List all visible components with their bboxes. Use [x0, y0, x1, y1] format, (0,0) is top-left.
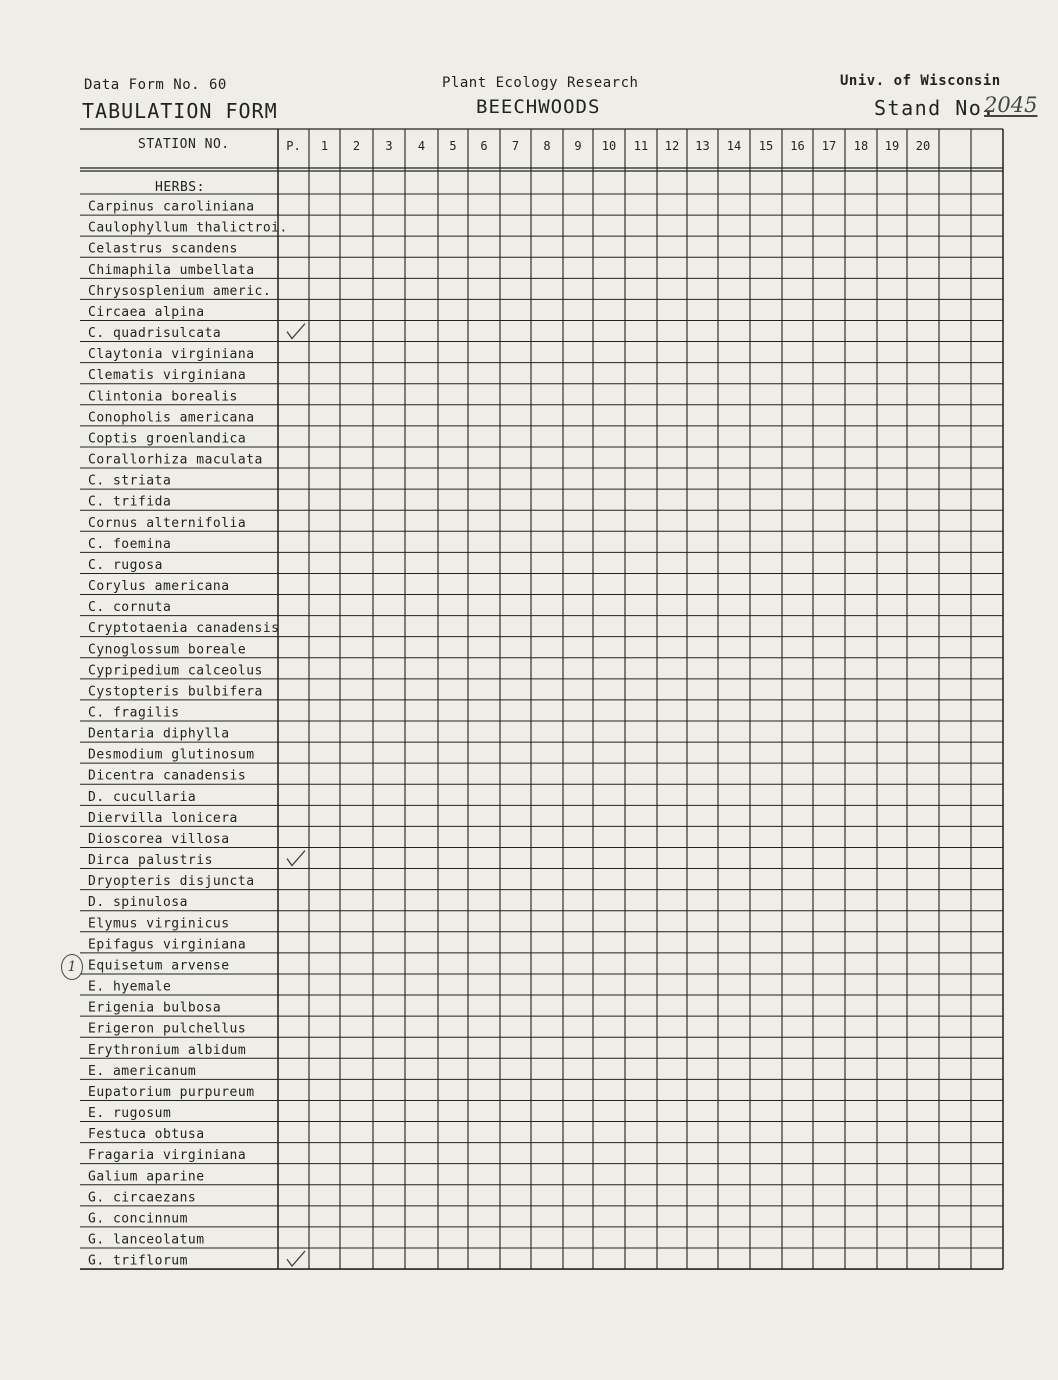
species-name: Dicentra canadensis: [88, 768, 247, 784]
column-header-8: 8: [543, 139, 551, 153]
species-name: G. triflorum: [88, 1253, 188, 1269]
forest-type-title: BEECHWOODS: [476, 96, 601, 118]
column-header-11: 11: [633, 139, 649, 153]
species-name: Equisetum arvense: [88, 958, 230, 974]
species-name: Circaea alpina: [88, 304, 205, 320]
species-name: Cypripedium calceolus: [88, 663, 263, 679]
column-header-14: 14: [726, 139, 742, 153]
species-name: Cornus alternifolia: [88, 515, 247, 531]
species-name: D. cucullaria: [88, 789, 197, 805]
station-number-label: STATION NO.: [138, 137, 230, 152]
species-name: Cystopteris bulbifera: [88, 684, 263, 700]
species-name: C. trifida: [88, 494, 172, 510]
species-name: Erythronium albidum: [88, 1042, 247, 1058]
species-name: Erigeron pulchellus: [88, 1021, 247, 1037]
species-name: C. striata: [88, 473, 172, 489]
species-name: Dirca palustris: [88, 853, 213, 869]
species-name: Corallorhiza maculata: [88, 452, 263, 468]
species-name: Elymus virginicus: [88, 916, 230, 932]
species-name: Conopholis americana: [88, 410, 255, 426]
species-name: G. lanceolatum: [88, 1232, 205, 1248]
species-name: Cryptotaenia canadensis: [88, 621, 280, 637]
species-name: Fragaria virginiana: [88, 1148, 247, 1164]
species-name: Eupatorium purpureum: [88, 1084, 255, 1100]
column-header-16: 16: [790, 139, 805, 153]
species-name: E. hyemale: [88, 979, 172, 995]
species-name: Coptis groenlandica: [88, 431, 247, 447]
species-name: C. fragilis: [88, 705, 180, 721]
column-header-12: 12: [664, 139, 680, 153]
species-name: G. circaezans: [88, 1190, 197, 1206]
column-header-19: 19: [884, 139, 900, 153]
species-name: Galium aparine: [88, 1169, 205, 1185]
species-name: C. foemina: [88, 536, 172, 552]
species-name: Carpinus caroliniana: [88, 199, 255, 215]
herbs-section-label: HERBS:: [155, 180, 205, 195]
column-header-2: 2: [352, 139, 361, 153]
species-name: C. rugosa: [88, 557, 163, 573]
column-header-10: 10: [601, 139, 617, 153]
species-name: Claytonia virginiana: [88, 347, 255, 363]
species-name: Chrysosplenium americ.: [88, 283, 272, 299]
column-header-15: 15: [758, 139, 774, 153]
column-header-1: 1: [320, 139, 329, 153]
species-name: E. rugosum: [88, 1106, 172, 1122]
margin-circle-mark: 1: [61, 954, 83, 980]
form-title: TABULATION FORM: [82, 99, 278, 123]
species-name: C. cornuta: [88, 600, 172, 616]
column-header-6: 6: [480, 139, 488, 153]
column-header-7: 7: [511, 139, 520, 153]
column-header-18: 18: [853, 139, 869, 153]
university-name: Univ. of Wisconsin: [840, 73, 1001, 89]
species-name: Dryopteris disjuncta: [88, 874, 255, 890]
species-name: Desmodium glutinosum: [88, 747, 255, 763]
column-header-9: 9: [574, 139, 582, 153]
stand-number-label: Stand No.: [874, 96, 996, 120]
check-mark-icon: [287, 324, 305, 339]
species-name: D. spinulosa: [88, 895, 188, 911]
species-name: Epifagus virginiana: [88, 937, 247, 953]
form-number: Data Form No. 60: [84, 77, 227, 93]
species-name: Clintonia borealis: [88, 389, 238, 405]
column-header-4: 4: [417, 139, 426, 153]
species-name: C. quadrisulcata: [88, 326, 222, 342]
species-name: Festuca obtusa: [88, 1127, 205, 1143]
column-header-13: 13: [695, 139, 710, 153]
species-name: Corylus americana: [88, 579, 230, 595]
species-name: Dentaria diphylla: [88, 726, 230, 742]
species-name: Caulophyllum thalictroi.: [88, 220, 288, 236]
species-name: Cynoglossum boreale: [88, 642, 247, 658]
stand-number-value: 2045: [984, 93, 1038, 117]
organization-name: Plant Ecology Research: [442, 75, 639, 91]
species-name: Celastrus scandens: [88, 241, 238, 257]
species-name: Clematis virginiana: [88, 368, 247, 384]
column-header-p: P.: [286, 139, 301, 153]
check-mark-icon: [287, 1251, 305, 1266]
species-name: Chimaphila umbellata: [88, 262, 255, 278]
species-name: E. americanum: [88, 1063, 197, 1079]
column-header-17: 17: [821, 139, 837, 153]
species-name: G. concinnum: [88, 1211, 188, 1227]
check-mark-icon: [287, 851, 305, 866]
species-name: Diervilla lonicera: [88, 810, 238, 826]
column-header-3: 3: [385, 139, 393, 153]
column-header-20: 20: [915, 139, 931, 153]
column-header-5: 5: [449, 139, 457, 153]
species-name: Erigenia bulbosa: [88, 1000, 222, 1016]
species-name: Dioscorea villosa: [88, 831, 230, 847]
